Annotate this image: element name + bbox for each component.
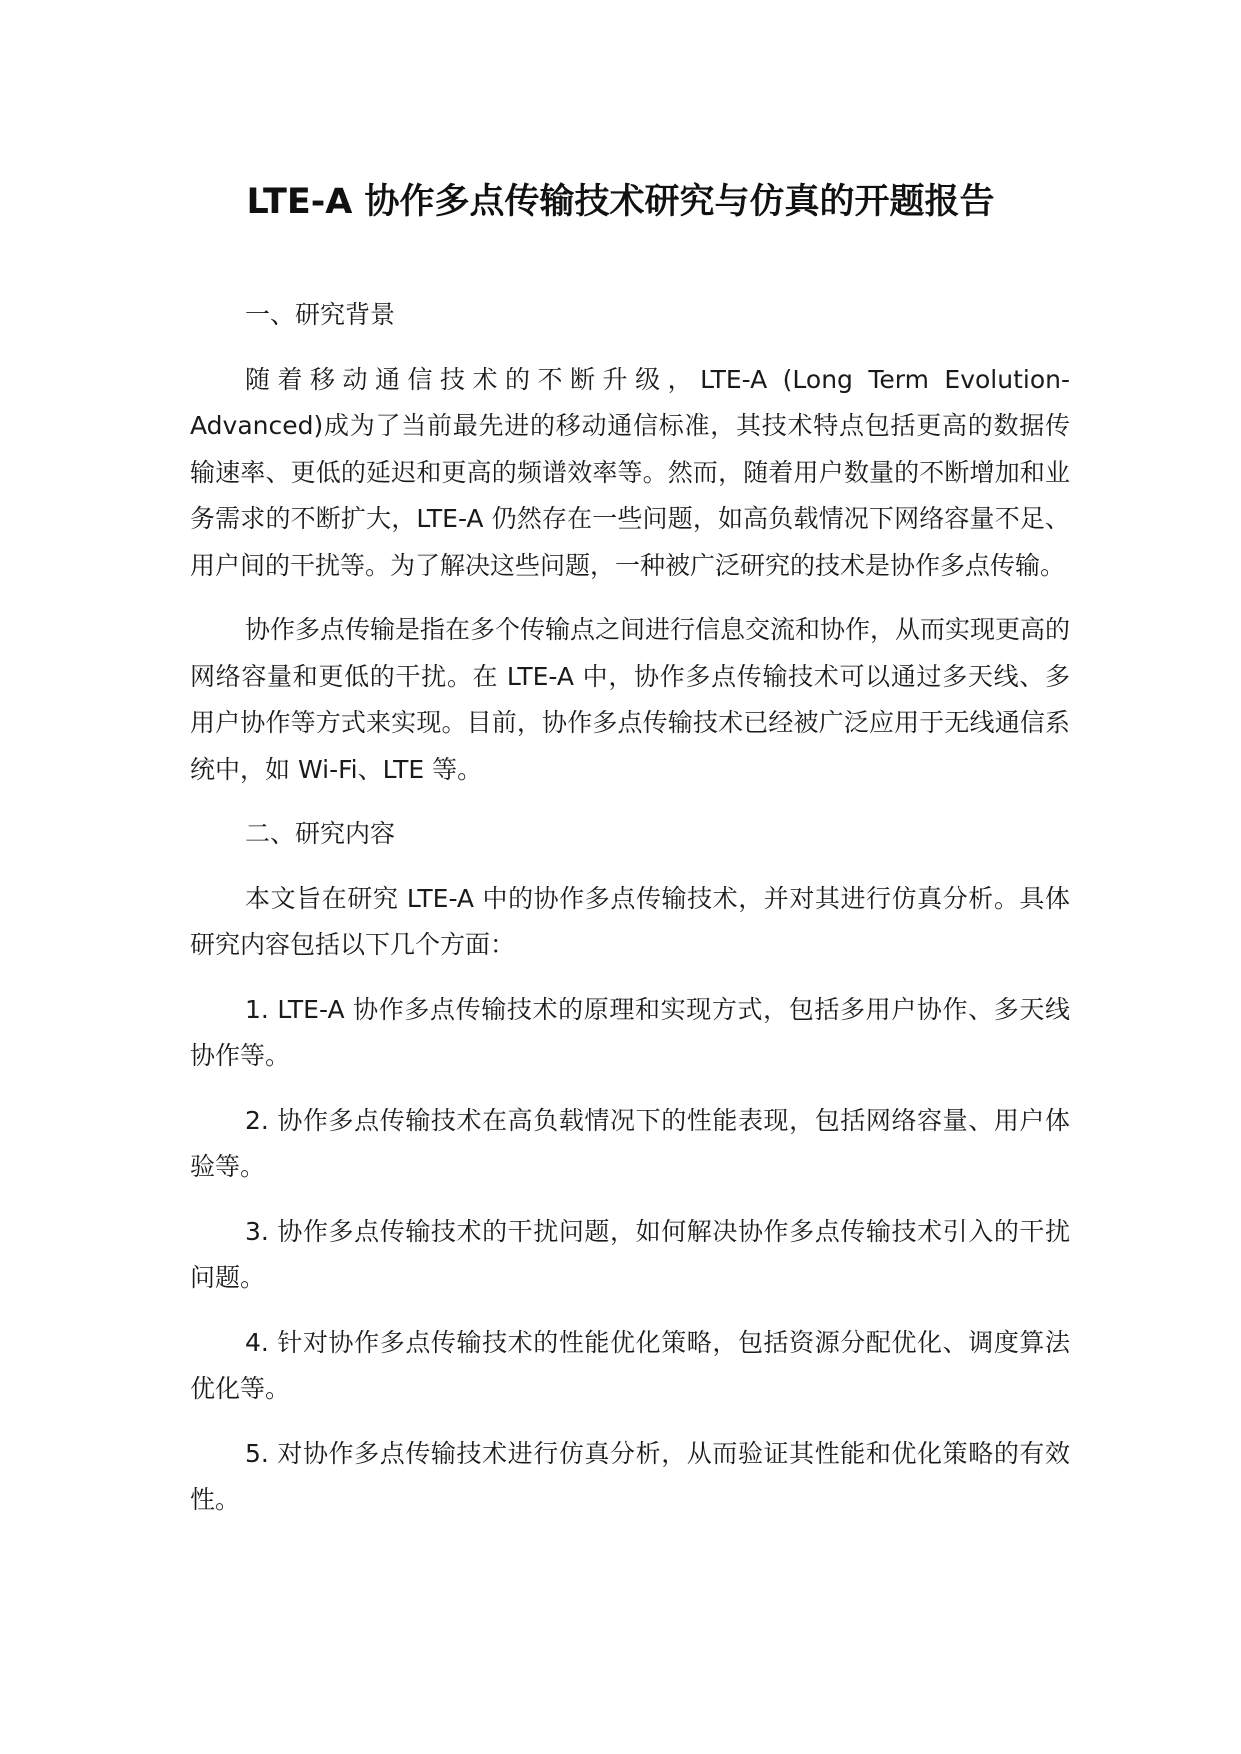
paragraph: 随着移动通信技术的不断升级，LTE-A (Long Term Evolution-Advanced)成为了当前最先进的移动通信标准，其技术特点包括更高的数据传输速率、更低的延迟和更高的频谱效率等。然而，随着用户数量的不断增加和业务需求的不断扩大，LTE-A 仍然存在一些问题，如高负载情况下网络容量不足、用户间的干扰等。为了解决这些问题，一种被广泛研究的技术是协作多点传输。 [190, 364, 1070, 580]
list-item: 5. 对协作多点传输技术进行仿真分析，从而验证其性能和优化策略的有效性。 [190, 1438, 1070, 1514]
section-research-background [190, 292, 1070, 793]
list-item: 4. 针对协作多点传输技术的性能优化策略，包括资源分配优化、调度算法优化等。 [190, 1327, 1070, 1403]
document-title: LTE-A 协作多点传输技术研究与仿真的开题报告 [246, 182, 995, 222]
list-item: 3. 协作多点传输技术的干扰问题，如何解决协作多点传输技术引入的干扰问题。 [190, 1216, 1070, 1292]
section-research-content [190, 811, 1070, 1524]
paragraph: 本文旨在研究 LTE-A 中的协作多点传输技术，并对其进行仿真分析。具体研究内容包括以下几个方面： [190, 883, 1070, 959]
document-body [190, 292, 1070, 1542]
section-heading: 一、研究背景 [245, 300, 396, 329]
list-item: 2. 协作多点传输技术在高负载情况下的性能表现，包括网络容量、用户体验等。 [190, 1105, 1070, 1181]
paragraph: 协作多点传输是指在多个传输点之间进行信息交流和协作，从而实现更高的网络容量和更低的干扰。在 LTE-A 中，协作多点传输技术可以通过多天线、多用户协作等方式来实现。目前，协作多点传输技术已经被广泛应用于无线通信系统中，如 Wi-Fi、LTE 等。 [190, 615, 1071, 784]
list-item: 1. LTE-A 协作多点传输技术的原理和实现方式，包括多用户协作、多天线协作等。 [190, 994, 1070, 1070]
section-heading: 二、研究内容 [245, 819, 396, 848]
